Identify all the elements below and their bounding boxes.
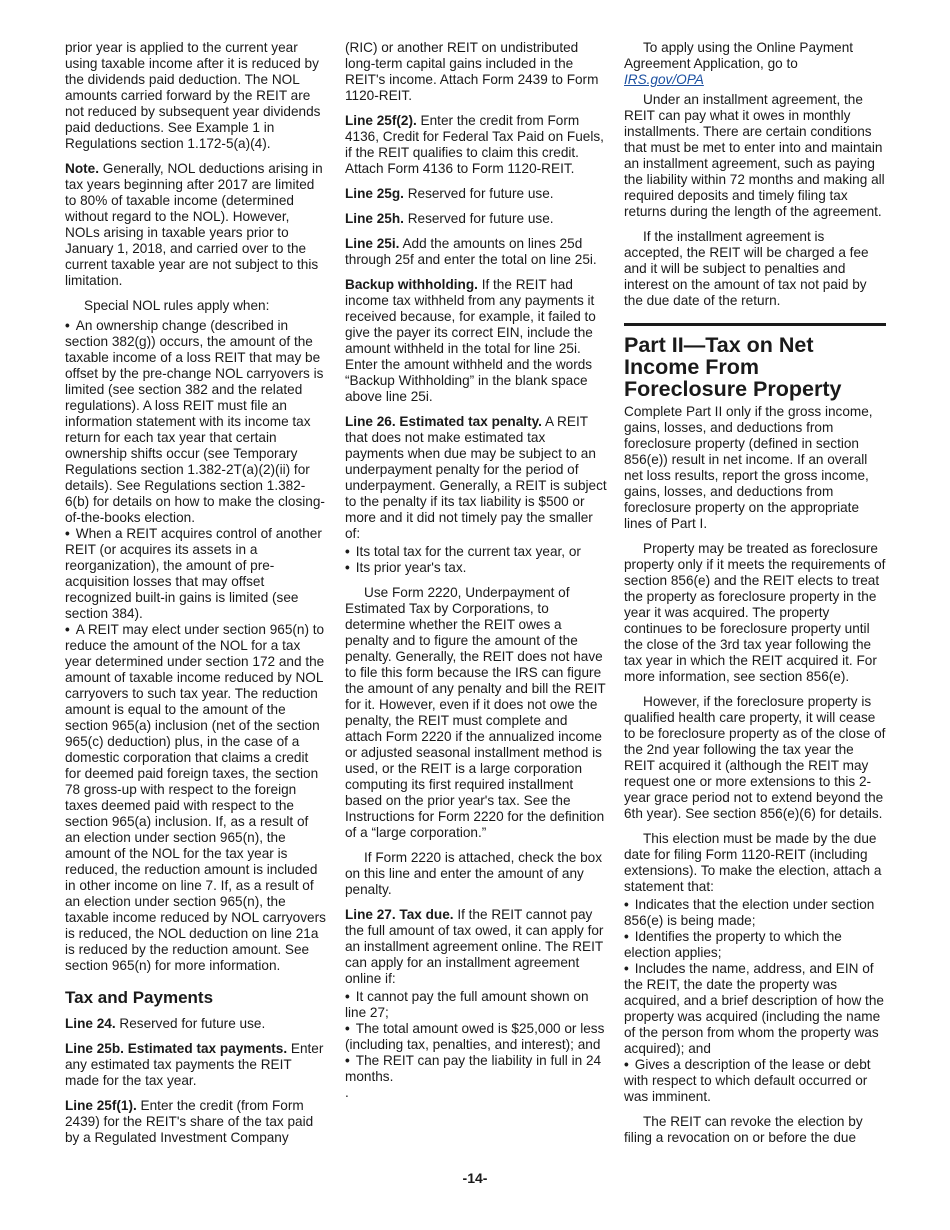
note-label: Note. — [65, 161, 99, 176]
paragraph: If Form 2220 is attached, check the box on this line and enter the amount of any penalty. — [345, 850, 603, 897]
line-25f2 — [345, 113, 607, 177]
line-label: Line 25i. — [345, 236, 400, 251]
bullet-item: • Identifies the property to which the election applies; — [624, 929, 886, 961]
line-26 — [345, 414, 607, 542]
column-1 — [65, 40, 327, 1155]
line-25g — [345, 186, 607, 202]
paragraph: Property may be treated as foreclosure property only if it meets the requirements of section 856(e) and the REIT elects to treat the property as foreclosure property in the year it was acquired. The property continues to be foreclosure property until the close of the 3rd tax year following the tax year in which the REIT acquired it. For more information, see section 856(e). — [624, 541, 886, 684]
bullet-item: • Indicates that the election under section 856(e) is being made; — [624, 897, 886, 929]
line-24 — [65, 1016, 327, 1032]
part-ii-heading: Part II—Tax on Net Income From Foreclosure Property — [624, 333, 842, 401]
bullet-item: • The REIT can pay the liability in full in 24 months. — [345, 1053, 607, 1085]
bullet-item: • Gives a description of the lease or debt with respect to which default occurred or was imminent. — [624, 1057, 886, 1105]
paragraph: If the installment agreement is accepted, the REIT will be charged a fee and it will be subject to penalties and interest on the amount of tax not paid by the due date of the return. — [624, 229, 869, 308]
line-text: Enter the credit from Form 4136, Credit for Federal Tax Paid on Fuels, if the REIT qualifies to claim this credit. Attach Form 4136 to Form 1120-REIT. — [345, 113, 604, 176]
section-divider — [624, 323, 886, 326]
bullet-item: • Includes the name, address, and EIN of the REIT, the date the property was acquired, and a brief description of how the property was acquired (including the name of the person from whom the property was acquired); and — [624, 961, 886, 1057]
line-label: Line 25g. — [345, 186, 404, 201]
backup-withholding — [345, 277, 607, 405]
line-label: Line 24. — [65, 1016, 116, 1031]
line-label: Line 25f(2). — [345, 113, 417, 128]
bullet-item: • An ownership change (described in section 382(g)) occurs, the amount of the taxable income of a loss REIT that may be offset by the pre-change NOL carryovers is limited (see section 382 and the related regulations). A loss REIT must file an information statement with its income tax return for each tax year that certain ownership shifts occur (see Temporary Regulations section 1.382-2T(a)(2)(ii) for details). See Regulations section 1.382-6(b) for details on how to make the closing-of-the-books election. — [65, 318, 327, 526]
bullet-item: • When a REIT acquires control of another REIT (or acquires its assets in a reorganization), the amount of pre-acquisition losses that may offset recognized built-in gains is limited (see section 384). — [65, 526, 327, 622]
column-2 — [345, 40, 607, 1110]
paragraph: However, if the foreclosure property is qualified health care property, it will cease to be foreclosure property as of the close of the 2nd year following the tax year the REIT acquired it (although the REIT may request one or more extensions to this 2-year grace period not to extend beyond the 6th year). See section 856(e)(6) for details. — [624, 694, 886, 821]
line-label: Line 25b. Estimated tax payments. — [65, 1041, 288, 1056]
bullet-item: • The total amount owed is $25,000 or less (including tax, penalties, and interest); and — [345, 1021, 607, 1053]
line-text: Add the amounts on lines 25d through 25f and enter the total on line 25i. — [345, 236, 597, 267]
line-25f1 — [65, 1098, 327, 1146]
line-text: Reserved for future use. — [407, 211, 554, 226]
line-text: Enter the credit (from Form 2439) for the REIT's share of the tax paid by a Regulated Investment Company — [65, 1098, 314, 1145]
line-text: Reserved for future use. — [119, 1016, 266, 1031]
paragraph: prior year is applied to the current year using taxable income after it is reduced by the dividends paid deduction. The NOL amounts carried forward by the REIT are not reduced by subsequent year dividends paid deductions. See Example 1 in Regulations section 1.172-5(a)(4). — [65, 40, 321, 151]
line-25b — [65, 1041, 327, 1089]
bullet-item: • Its prior year's tax. — [345, 560, 607, 576]
line-label: Line 25h. — [345, 211, 404, 226]
paragraph: This election must be made by the due date for filing Form 1120-REIT (including extensions). To make the election, attach a statement that: — [624, 831, 882, 894]
line-text: Enter any estimated tax payments the REIT made for the tax year. — [65, 1041, 324, 1088]
paragraph: (RIC) or another REIT on undistributed long-term capital gains included in the REIT's income. Attach Form 2439 to Form 1120-REIT. — [345, 40, 599, 103]
line-text: Reserved for future use. — [407, 186, 554, 201]
bullet-item: • Its total tax for the current tax year, or — [345, 544, 607, 560]
line-label: Line 25f(1). — [65, 1098, 137, 1113]
line-label: Line 26. Estimated tax penalty. — [345, 414, 542, 429]
line-text: If the REIT cannot pay the full amount of tax owed, it can apply for an installment agreement online. The REIT can apply for an installment agreement online if: — [345, 907, 604, 986]
line-text: A REIT that does not make estimated tax payments when due may be subject to an underpayment penalty for the period of underpayment. Generally, a REIT is subject to the penalty if its tax liability is $500 or more and it did not timely pay the smaller of: — [345, 414, 607, 541]
bullet-item: • A REIT may elect under section 965(n) to reduce the amount of the NOL for a tax year determined under section 172 and the amount of taxable income reduced by NOL carryovers to such tax year. The reduction amount is equal to the amount of the section 965(a) inclusion (net of the section 965(c) deduction) plus, in the case of a domestic corporation that claims a credit for deemed paid foreign taxes, the section 78 gross-up with respect to the foreign taxes deemed paid with respect to the section 965(a) inclusion. If, as a result of an election under section 965(n), the amount of the NOL for the tax year is reduced, the reduction amount is included in other income on line 7. If, as a result of an election under section 965(n), the taxable income reduced by NOL carryovers is reduced, the NOL deduction on line 21a is reduced by the reduction amount. See section 965(n) for more information. — [65, 622, 327, 974]
paragraph: Special NOL rules apply when: — [84, 298, 270, 313]
line-25i — [345, 236, 607, 268]
line-27 — [345, 907, 607, 987]
opa-text: To apply using the Online Payment Agreement Application, go to — [624, 40, 854, 71]
trailing-dot: . — [345, 1085, 349, 1100]
irs-opa-link[interactable]: IRS.gov/OPA — [624, 72, 704, 87]
line-25h — [345, 211, 607, 227]
paragraph: Under an installment agreement, the REIT can pay what it owes in monthly installments. There are certain conditions that must be met to enter into and maintain an installment agreement, such as paying the liability within 72 months and making all required deposits and timely filing tax returns during the length of the agreement. — [624, 92, 885, 219]
bullet-item: • It cannot pay the full amount shown on line 27; — [345, 989, 607, 1021]
page-number: -14- — [462, 1170, 488, 1186]
paragraph: Use Form 2220, Underpayment of Estimated Tax by Corporations, to determine whether the REIT owes a penalty and to figure the amount of the penalty. Generally, the REIT does not have to file this form because the IRS can figure the amount of any penalty and bill the REIT for it. However, even if it does not owe the penalty, the REIT must complete and attach Form 2220 if the annualized income or adjusted seasonal installment method is used, or the REIT is a large corporation computing its first required installment based on the prior year's tax. See the Instructions for Form 2220 for the definition of a “large corporation.” — [345, 585, 606, 840]
note-text: Generally, NOL deductions arising in tax years beginning after 2017 are limited to 80% of taxable income (determined without regard to the NOL). However, NOLs arising in taxable years prior to January 1, 2018, and carried over to the current taxable year are not subject to this limitation. — [65, 161, 323, 288]
paragraph: Complete Part II only if the gross income, gains, losses, and deductions from foreclosure property (defined in section 856(e)) result in net income. If an overall net loss results, report the gross income, gains, losses, and deductions from foreclosure property on the appropriate lines of Part I. — [624, 404, 873, 531]
line-label: Line 27. Tax due. — [345, 907, 454, 922]
note-paragraph — [65, 161, 327, 289]
line-label: Backup withholding. — [345, 277, 478, 292]
column-3 — [624, 40, 886, 1155]
line-text: If the REIT had income tax withheld from any payments it received because, for example, it failed to give the payer its correct EIN, include the amount withheld in the total for line 25i. Enter the amount withheld and the words “Backup Withholding” in the blank space above line 25i. — [345, 277, 596, 404]
paragraph: The REIT can revoke the election by filing a revocation on or before the due — [624, 1114, 863, 1145]
opa-paragraph — [624, 40, 886, 88]
section-heading: Tax and Payments — [65, 988, 214, 1007]
